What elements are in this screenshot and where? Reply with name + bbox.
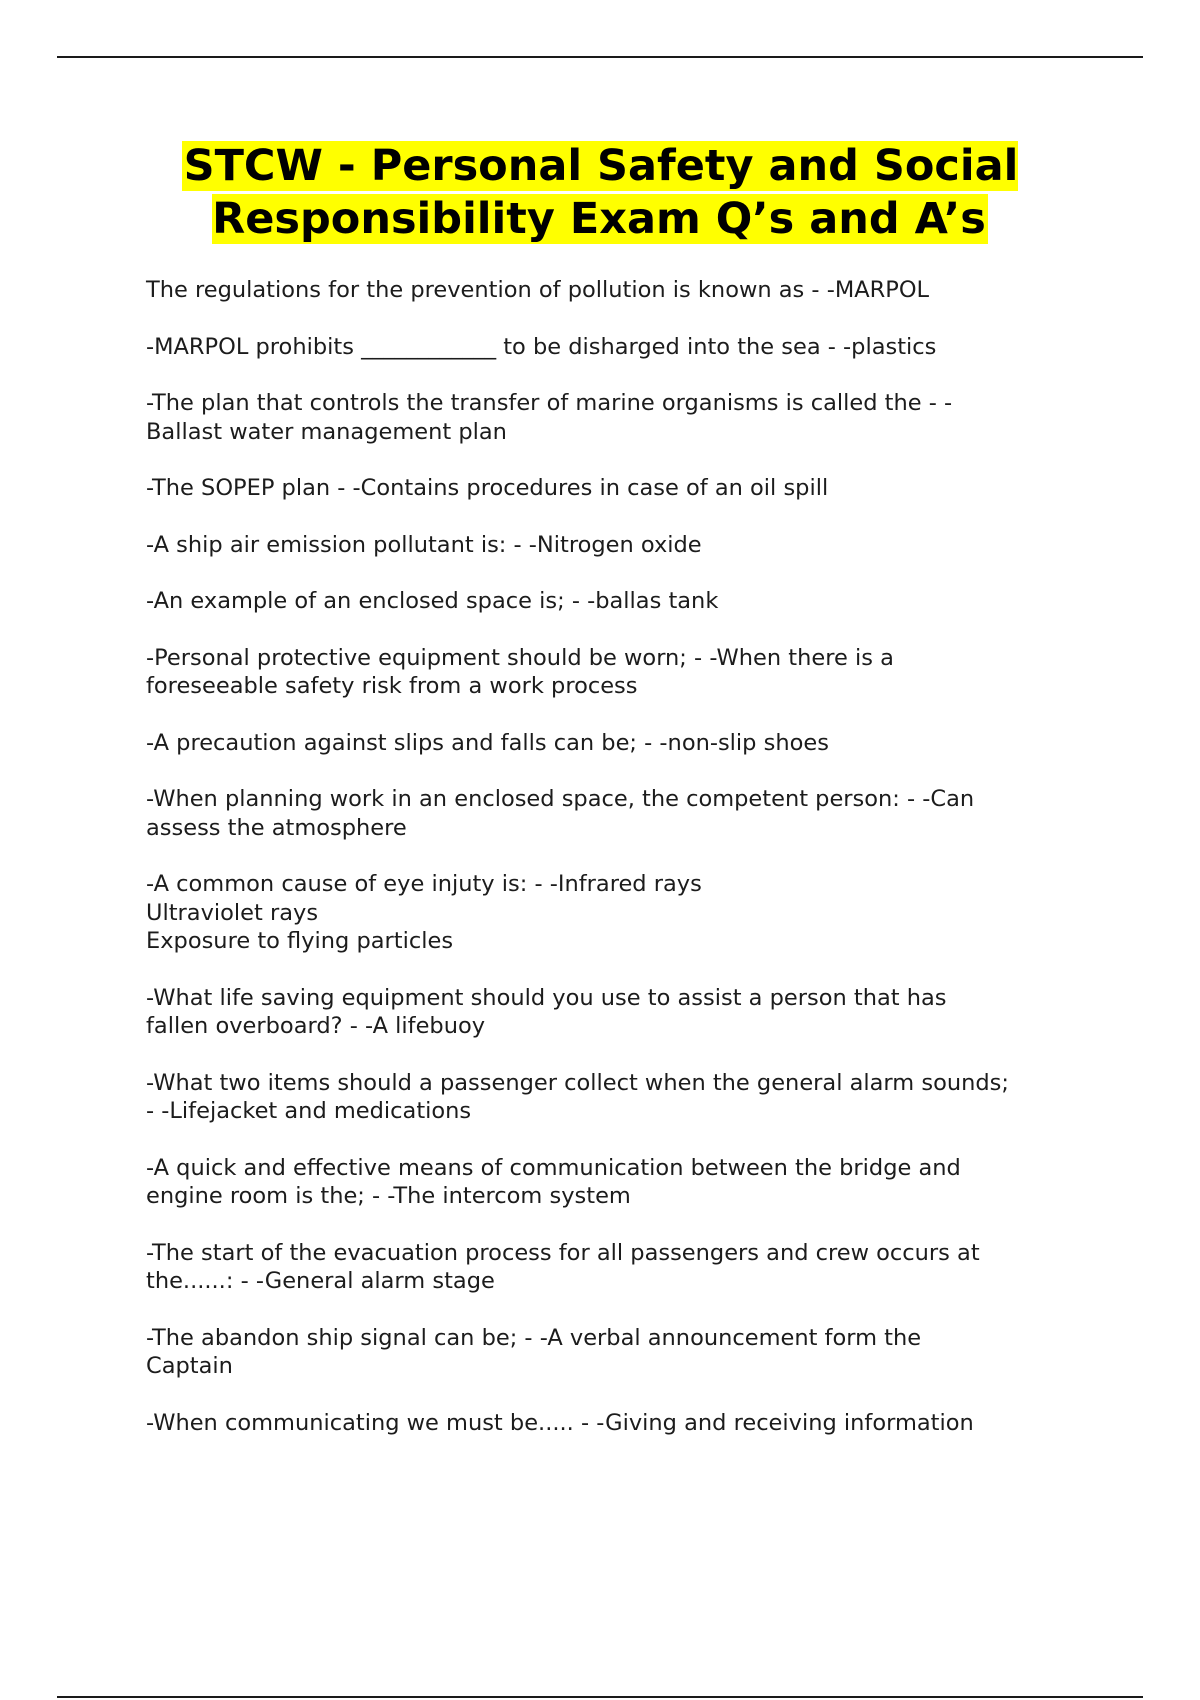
bottom-divider [57, 1696, 1143, 1698]
qa-item: -A ship air emission pollutant is: - -Nitrogen oxide [146, 531, 702, 558]
qa-item: -When planning work in an enclosed space, the competent person: - -Can assess the atmosphere [146, 786, 975, 841]
qa-item: -MARPOL prohibits ____________ to be disharged into the sea - -plastics [146, 333, 937, 360]
qa-item: -What two items should a passenger collect when the general alarm sounds; - -Lifejacket and medications [146, 1069, 1009, 1124]
qa-item: -An example of an enclosed space is; - -ballas tank [146, 588, 719, 614]
title-block [100, 140, 1100, 246]
qa-item: -Personal protective equipment should be worn; - -When there is a foreseeable safety risk from a work process [146, 644, 894, 699]
page-title [100, 140, 1100, 246]
qa-item: -The abandon ship signal can be; - -A verbal announcement form the Captain [146, 1324, 922, 1379]
qa-item: -When communicating we must be..... - -Giving and receiving information [146, 1409, 974, 1436]
qa-item: -A common cause of eye injuty is: - -Infrared rays Ultraviolet rays Exposure to flying particles [146, 871, 702, 954]
qa-item: -A quick and effective means of communication between the bridge and engine room is the; - -The intercom system [146, 1154, 961, 1209]
qa-item: -The plan that controls the transfer of marine organisms is called the - - Ballast water management plan [146, 390, 953, 445]
qa-item: -What life saving equipment should you use to assist a person that has fallen overboard? - -A lifebuoy [146, 984, 947, 1039]
title-highlight: STCW - Personal Safety and Social Responsibility Exam Q’s and A’s [183, 141, 1019, 244]
qa-list [146, 276, 1091, 1465]
qa-item: -A precaution against slips and falls can be; - -non-slip shoes [146, 729, 829, 756]
qa-item: The regulations for the prevention of pollution is known as - -MARPOL [146, 277, 930, 303]
qa-item: -The start of the evacuation process for all passengers and crew occurs at the......: - -General alarm stage [146, 1239, 980, 1294]
qa-item: -The SOPEP plan - -Contains procedures in case of an oil spill [146, 475, 829, 501]
top-divider [57, 56, 1143, 58]
